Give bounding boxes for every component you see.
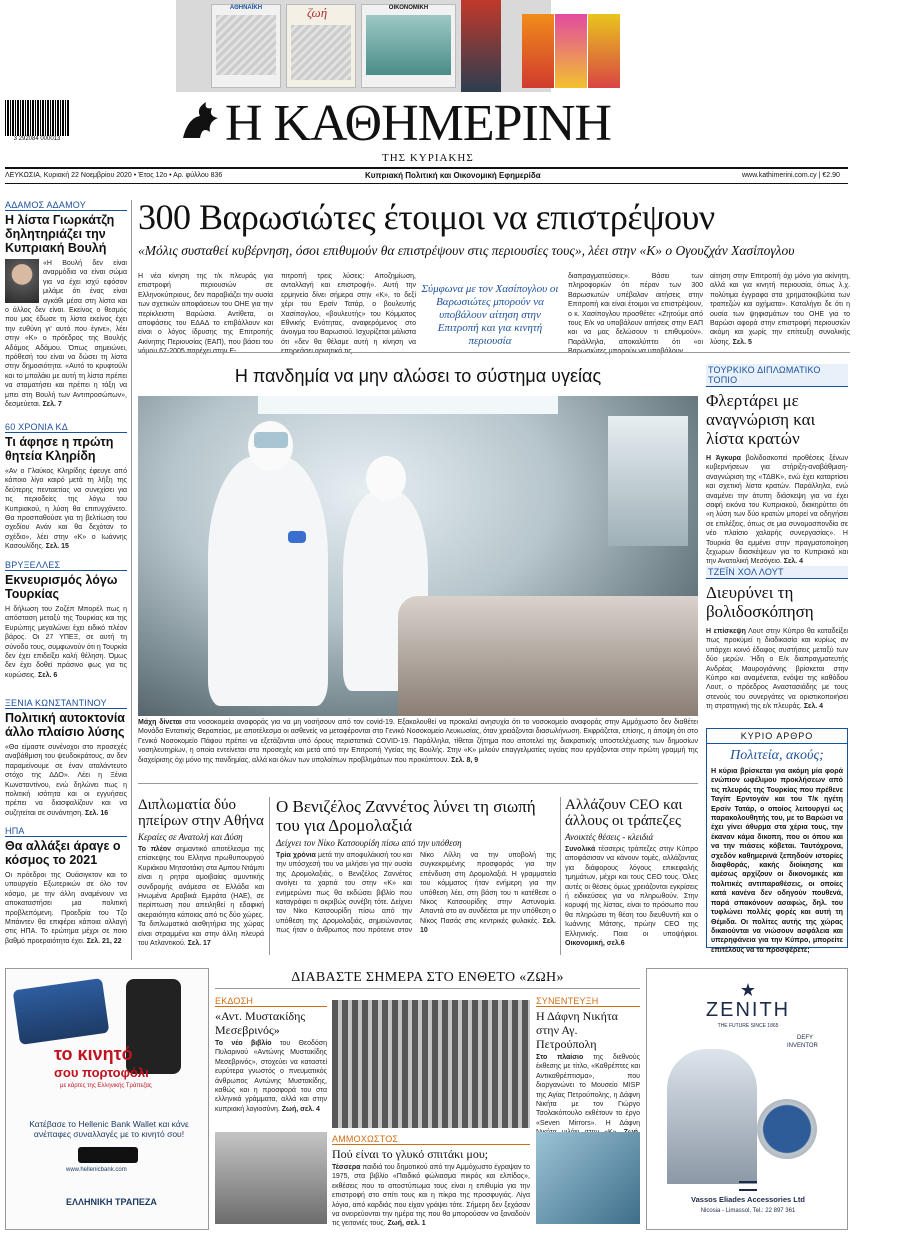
editorial-title: Πολιτεία, ακούς; [730, 748, 824, 763]
lead-col-3: διαπραγματεύσεις». Βάσει των πληροφοριών ότι πέραν των 300 Βαρωσιωτών υπέβαλαν αιτήσεις στην Επιτροπή και είναι έτοιμοι να επιστρέψουν, ο κ. Χασίπογλου προσθέτει: «Ζητούμε από τους Ε/κ να υποβάλουν αιτήσεις στην ΕΑΠ και να μας δελώσουν τι επιθυμούν». Παράλληλα, αποκαλύπτει ότι «οι [568, 273, 703, 346]
promo-thumb [291, 25, 351, 80]
zoi-banner[interactable]: ΔΙΑΒΑΣΤΕ ΣΗΜΕΡΑ ΣΤΟ ΕΝΘΕΤΟ «ΖΩΗ» [215, 970, 640, 989]
right-story-1[interactable]: ΤΟΥΡΚΙΚΟ ΔΙΠΛΩΜΑΤΙΚΟ ΤΟΠΙΟ Φλερτάρει με αναγνώριση και λίστα κρατών Η Άγκυρα βολιδοσκοπεί προθέσεις ξένων κυβερνήσεων για στήριξη-αναβάθμιση-αναγνώριση της «ΤΔΒΚ», ενώ έχει καταρτίσει και σχετική λίστα κρατών. Παράλληλα, ενώ αναμένει την άτυπη διάσκεψη για να έχει σαφή εικόνα του Κυπριακού, διακηρύττει ότι «η λύση των δύο κρατών μπορεί να οδηγήσει σε επιλέξεις, όπως σε μια συνομοσπονδία σε νέο πλαίσιο χαλαρής συνεργασίας». Η Τουρκία θα εμμένει στην πραγματοποίηση ξεχωρων διασκέψεων για το Κυπριακό και την Ανατολική Μεσόγειο. Σελ. 4 [706, 365, 848, 566]
google-play-badge[interactable] [78, 1147, 138, 1163]
comic-cover [588, 14, 620, 88]
promo-zoi[interactable]: ζωή [286, 4, 356, 88]
adamou-portrait [5, 259, 39, 303]
comic-cover [555, 14, 587, 88]
left-story-4[interactable]: ΞΕΝΙΑ ΚΩΝΣΤΑΝΤΙΝΟΥ Πολιτική αυτοκτονία άλλο πλαίσιο λύσης «Θα είμαστε συνένοχοι στο προσεχές αναβάθμιση του ψευδοκράτους, αν δεν παραμείνουμε σε έναν αταλάντευτο στόχο της ΔΔΟ». Λέει η Ξένια Κωνσταντίνου, ενώ δηλώνει πως η πολιτική ισότητα και οι εγγυήσεις πρέπει να διασφαλίζουν και να συζητείται σε συνάντηση. Σελ. 16 [5, 698, 127, 817]
patient-bed [398, 596, 698, 716]
phone-icon [126, 979, 181, 1074]
bank-body: Κατέβασε το Hellenic Bank Wallet και κάνε ανέπαφες συναλλαγές με το κινητό σου! [29, 1119, 189, 1139]
price: €2.90 [822, 172, 840, 179]
zenith-model2: INVENTOR [787, 1043, 818, 1049]
lead-headline[interactable]: 300 Βαρωσιώτες έτοιμοι να επιστρέψουν [138, 197, 715, 237]
left-story-3[interactable]: ΒΡΥΞΕΛΛΕΣ Εκνευρισμός λόγω Τουρκίας Η δήλωση του Ζοζέπ Μπορέλ πως η απόσταση μεταξύ της Τουρκίας και της Ευρώπης μεγαλώνει έχει ειδικό πλέον βάρος. Οι 27 ΥΠΕΞ, σε αυτή τη σύνοδο τους, συμφωνούν ότι η Τουρκία δεν έχει επιδείξει καλή θέληση. Όμως δεν έχει δοθεί πράσινο φως για τις κυρώσεις. Σελ. 6 [5, 560, 127, 679]
barcode-bars [5, 100, 69, 136]
dealer-logo-icon [739, 1181, 757, 1191]
zenith-star-icon: ★ [739, 980, 757, 1000]
bank-brand: ΕΛΛΗΝΙΚΗ ΤΡΑΠΕΖΑ [66, 1197, 157, 1207]
mid-story-2[interactable]: Ο Βενιζέλος Ζαννέτος λύνει τη σιωπή του για Δρομολαξιά Δείχνει τον Νίκο Κατσουρίδη πίσω από την υπόθεση Τρία χρόνια μετά την αποφυλάκισή του και την υπόσχεσή του να μιλήσει για την ουσία της Δρομολαξιάς, ο Βενιζέλος Ζαννέτος ανοίγει τα χαρτιά του στην «Κ» και ενημερώνει πως θα εκδώσει βιβλίο που καταγράφει τι ακριβώς συνέβη τότε. Δείχνει τον Νίκο Κατσουρίδη πίσω από την υπόθεση της Δρομολαξιάς, σημειώνοντας πως ήταν ο άνθρωπος που πρότεινε στον Νίκο Λίλλη να την υποβολή της συγκεκριμένης προσφοράς για την επένδυση στη Δρομολαξιά. Η γραμματεία του κόμματος ήταν ενήμερη για την υπόθεση λέει, στη βάση του τι κατέθεσε ο Νίκος Κατσουρίδης στην Αστυνομία. Απαντά στο αν συνδέεται με την υπόθεση ο Νίκος Πασάς στις κεντρικές φυλακές. Σελ. 10 [276, 797, 556, 935]
barcode: 3 292084 000013 [5, 100, 69, 148]
promo-comics[interactable] [522, 4, 622, 88]
lead-bottom-rule [138, 352, 850, 353]
dateline: ΛΕΥΚΩΣΙΑ, Κυριακή 22 Νοεμβρίου 2020 • Έτος 12ο • Αρ. φύλλου 836 [5, 172, 223, 179]
griffin-logo [178, 98, 223, 146]
promo-athinaiki[interactable]: ΑΘΗΝΑΪΚΗ [211, 4, 281, 88]
bank-title: το κινητό [54, 1044, 133, 1064]
photo-caption: Μάχη δίνεται στα νοσοκομεία αναφοράς για να μη νοσήσουν από τον covid-19. Εξακολουθεί να προκαλεί ανησυχία ότι το νοσοκομείο αναφοράς στην Αμμόχωστο δεν διαθέτει Μονάδα Εντατικής Θεραπείας, με αποτέλεσμα οι ασθενείς να μεταφέρονται στο Γενικό Νοσοκομείο Λευκωσίας, όταν χρειάζονται διασωλήνωση. Εκφράζεται, επίσης, η άποψη ότι στο Γενικό Νοσοκομείο Πάφου πρέπει να εξετάζονται υπό όρους περιστατικά COVID-19. Παράλληλα, τίθεται ζήτημα που αποτελεί της διακρατικής υποστελέχωσης των δημοσίων νοσηλευτηρίων, η οποία εντείνεται στο προσεχές και μετά από την Επιτροπή Υγείας της Βουλής. Στην «Κ» μιλούν επαγγελματίες υγείας που εργάζονται στην πρώτη γραμμή της διαχείρισης όχι μόνο της πανδημίας, αλλά και όλων των υπολοίπων προβλημάτων που προκύπτουν. Σελ. 8, 9 [138, 719, 698, 764]
bank-url[interactable]: www.hellenicbank.com [66, 1167, 127, 1173]
zenith-ad[interactable] [646, 968, 848, 1230]
zenith-contact: Nicosia - Limassol, Tel.: 22 897 361 [700, 1208, 796, 1214]
mid-story-1[interactable]: Διπλωματία δύο ηπείρων στην Αθήνα Κεραίες σε Ανατολή και Δύση Το πλέον σημαντικό αποτέλεσμα της επίσκεψης του Ελληνα πρωθυπουργού Κυριάκου Μητσοτάκη στα Αμπου Ντάμπι είναι η ρητρα αμοιβαίας αμυντικής συνδρομής ανάμεσα σε Ελλάδα και Ηνωμένα Αραβικά Εμιράτα (ΗΑΕ), σε περίπτωση που απειληθεί η εδαφική ακεραιότητα κάποιας από τις δύο χώρες. Τα διπλωματικά αισθητήρια της χώρας είναι στραμμένα και στην άλλη πλευρά του Ατλαντικού. Σελ. 17 [138, 797, 264, 948]
zenith-model: DEFY [797, 1035, 814, 1041]
promo-thumb [366, 15, 451, 75]
health-worker-2-hood [366, 456, 406, 501]
editorial-box[interactable] [706, 728, 848, 954]
masthead-rule [5, 167, 848, 169]
zoi-item-1[interactable]: ΕΚΔΟΣΗ «Αντ. Μυστακίδης Μεσεβρινός» Το νέο βιβλίο του Θεοδόση Πυλαρινού «Αντώνης Μυστακίδης Μεσεβρινός», στοχεύει να καταστεί ευρύτερα γνωστός ο πνευματικός άνθρωπος Αντώνης Μυστακίδης, καθώς και η προσφορά του στα ελληνικά γράμματα, αλλά και στην κυπριακή λογιοσύνη. Ζωή, σελ. 4 [215, 996, 327, 1113]
mid-divider-2 [560, 797, 561, 955]
photo-story-rule [138, 783, 698, 784]
zoi-portrait-photo [215, 1132, 327, 1224]
zoi-item-3[interactable]: ΣΥΝΕΝΤΕΥΞΗ Η Δάφνη Νικήτα στην Αγ. Πετρούπολη Στο πλαίσιο της διεθνούς έκθεσης με τίτλο, «Καθρέπτες και Αντικαθρέπτισμα», που διοργανώνει το Μουσείο MISP της Αγίας Πετρούπολης, η Δάφνη Νικήτα με τον Γιώργο Τσολακόπουλο εκθέτουν το έργο «Seven Mirrors». Η Δάφνη [536, 996, 640, 1127]
right-story-2[interactable]: ΤΖΕΪΝ ΧΟΛ ΛΟΥΤ Διευρύνει τη βολιδοσκόπηση Η επίσκεψη Λουτ στην Κύπρο θα καταδείξει πως προκύμεί η διαδικασία και κυρίως αν υπάρχει κοινό έδαφος συστήσεις μεταξύ των δύο μερών. Ήδη ο Ε/κ διαπραγματευτής Ανδρέας Μαυρογιάννης βρίσκεται στην Κύπρο και αναμένεται, ενόψει της καθόδου Λουτ, ο πρόεδρος Αναστασιάδης με τους στενούς του συνεργάτες να οριστικοποιήσει τη στρατηγική της ε/κ πλευράς. Σελ. 4 [706, 567, 848, 711]
lead-col-4: αίτηση στην Επιτροπή όχι μόνο για ακίνητη, αλλά και για κινητή περιουσία, όπως λ.χ. πολύτιμα έγγραφα στα χρηματοκιβώτια των τραπεζών και οχήματα». Καταλήγει δε ότι η ουσία των ψηφισμάτων του ΟΗΕ για το Βαρώσι αφορά στην επιστροφή περιουσιών ακόμη και χωρίς την επίτευξη συνολικής λύσης. Σελ. 5 [710, 273, 850, 346]
zenith-dealer: Vassos Eliades Accessories Ltd [691, 1195, 805, 1204]
editorial-kicker: ΚΥΡΙΟ ΑΡΘΡΟ [707, 729, 847, 744]
health-worker-1-visor [254, 432, 288, 448]
promo-thumb [216, 15, 276, 75]
rocket-image [667, 1049, 757, 1184]
website: www.kathimerini.com.cy | €2.90 [742, 172, 840, 179]
left-column [5, 200, 127, 956]
blue-glove [288, 531, 306, 543]
icu-monitor [608, 416, 688, 546]
zenith-brand: ZENITH [705, 999, 791, 1021]
zenith-tag: THE FUTURE SINCE 1865 [717, 1023, 779, 1029]
lead-deck: «Μόλις συσταθεί κυβέρνηση, όσοι επιθυμούν θα επιστρέψουν στις περιουσίες τους», λέει στην «Κ» ο Ογουζχάν Χασίπογλου [138, 243, 795, 258]
website-url[interactable]: www.kathimerini.com.cy [742, 172, 817, 179]
promo-strip [176, 0, 551, 92]
wallet-cards-icon [13, 978, 110, 1045]
bank-sub: με κάρτες της Ελληνικής Τράπεζας [60, 1083, 152, 1089]
editorial-body: Η κύρια βρίσκεται για ακόμη μία φορά ενώπιον ωφέλιμου προκλήσεων από τις πλευράς της Τουρκίας που πρέθενε Ταγίπ Ερντογάν και του Τ/κ ηγέτη Ερσίν Τατάρ, ο οποίος λειτουργεί ως παρακολουθητής του, με το Βαρώσι να έχει γίνει άθυρμα στα χέρια τους, την έκαναν κάμα δικοπη, που οι όπου και να την πιάσεις κόβεται. Ταυτόχρονα, σχεδόν καθημερινά ξεπηδούν ιστορίες διαφθοράς, κακής διοίκησης και αμέσως αρχίζουν οι δικονομικές και πολιτικές αντιπαραθέσεις, οι οποίες κατά κανένα δεν οδηγούν πουθενά, παρά σπακόνουν ασαφώς, δηλ. του τυφλώνει πολλές φορές και αυτή τη Θέμιδα. Οι πολίτες αυτής της χώρας δικαιούνται να νιώσουν ασφάλεια και υπερηφάνεια για την Κύπρο, μπορείτε επιτέλους να τα προσφέρετε; [711, 767, 843, 954]
masthead-title: Η ΚΑΘΗΜΕΡΙΝΗ [225, 95, 611, 152]
school-class-photo [332, 1000, 530, 1128]
left-story-2[interactable]: 60 ΧΡΟΝΙΑ ΚΔ Τι άφησε η πρώτη θητεία Κληρίδη «Αν ο Γλαύκος Κληρίδης έφευγε από κάποιο λίγο καιρό μετά τη λήξη της δεύτερης πενταετίας να συνεχίσει για τις περιοδείες της λόγω του Κυπριακού, η λύση θα επιτυγχάνετο. Θα προσπαθούσε για τη βελτίωση του σχεδίου Ανάν και θα δεχόταν το σχέδιο», λέει στην «Κ» ο Ιωάννης Κασουλίδης. Σελ. 15 [5, 422, 127, 551]
mid-story-3[interactable]: Αλλάζουν CEO και άλλους οι τράπεζες Ανοικτές θέσεις - κλειδιά Συνολικά τέσσερις τράπεζες στην Κύπρο αποφάσισαν να κάνουν τομές, αλλάζοντας για διάφορους λόγους επικεφαλής τμημάτων, μέχρι και τους CEO τους. Όλες αυτές οι θέσεις όμως χρειάζονται εγκρίσεις ή ειδικεύσεις για να πληρωθούν. Στην κορυφή της λίστας, είναι το πρόσωπο που θα πληρώσει τη θέση του διευθυντή και ο Ιωάννης Μάτσης, πρώην CEO της Ελληνικής. Ποια οι υποψήφιοι. Οικονομική, σελ.6 [565, 797, 698, 948]
tagline: Κυπριακή Πολιτική και Οικονομική Εφημερίδα [365, 171, 541, 180]
ceiling-light [258, 396, 558, 414]
zoi-item-2[interactable]: ΑΜΜΟΧΩΣΤΟΣ Πού είναι το γλυκό σπιτάκι μου; Τέσσερα παιδιά του δημοτικού από την Αμμόχωστο έγραψαν το 1975, στα βιβλίο «Παιδικό φώλιασμα πικρός και ελπίδος», εκθέσεις που το αποστύπωμα τους είναι η επιθυμία για την επιστροφή στο σπίτι τους και η πίκρα της προσφυγιάς. Λίγα λόγια, από καρδιάς που είχαν γράψει τότε. Σήμερη δεν ξεχάσαν να ονειρεύονται την ημέρα της που θα μπορούσαν να ξαναδούν τις γειτονιές τους. Ζωή, σελ. 1 [332, 1134, 530, 1228]
right-column [706, 364, 848, 726]
health-worker-1 [208, 456, 328, 706]
masthead-rule-bottom [5, 183, 848, 184]
bank-title2: σου πορτοφόλι [54, 1065, 149, 1080]
promo-oikonomiki[interactable]: ΟΙΚΟΝΟΜΙΚΗ [361, 4, 456, 88]
lead-col-1: Η νέα κίνηση της τ/κ πλευράς για επιστροφή περιουσιών σε Ελληνοκύπριους, δεν παραβιάζει την ουσία των σχετικών αποφάσεων του ΟΗΕ για την περίκλειστη Βαρώσια. Αντίθετα, οι αποφάσεις του ΕΔΑΔ το επιβάλλουν και είναι ο λόγος ίδρυσης της Επιτροπής Ακίνητης Περιουσίας (ΕΑΠ), που βάσει του [138, 273, 273, 346]
zoi-art-photo [536, 1132, 640, 1224]
lead-col-2: πιτροπή τρεις λύσεις: Αποζημίωση, ανταλλαγή και επιστροφή». Αυτή την ερμηνεία δίνει σήμερα στην «Κ», το δεξί χέρι του Ερσίν Τατάρ, ο βουλευτής Χασίπογλου, «βουλευτής» του Κόμματος Εθνικής Ενότητας, αναφερόμενος στο άνοιγμα του Βαρωσιού. Ισχυρίζεται μάλιστα ότι «δεν θα θέλαμε αυτή η κίνηση να [281, 273, 416, 346]
watch-icon [757, 1099, 817, 1159]
comic-cover [522, 14, 554, 88]
promo-magazine-cover[interactable] [461, 0, 501, 92]
left-story-1[interactable]: ΑΔΑΜΟΣ ΑΔΑΜΟΥ Η λίστα Γιωρκάτζη δηλητηριάζει την Κυπριακή Βουλή «Η Βουλή δεν είναι αναρμόδια να είναι σώμα για να έχει ισχύ εφόσον μιλάμε ότι ένας είναι αγκάθι μέσα στη λίστα και ο άλλος δεν είναι. Εκείνος ο θεσμός που μας έδωσε τη λίστα εκείνος έχει την ευθύνη γι' αυτό που έγινε», λέει στην «Κ» ο πρόεδρος της Βουλής Αδάμος Αδάμου. Όπως σημειώνει, πρόθεσή του είναι να δώσει τη λίστα στην δημοσιότητα. «Αυτό το κρυφτούλι και το μπαλάκι με αυτή τη λίστα πρέπει να σταματήσει και πρέπει η τάξη να μπει στη Βουλή των Αντιπροσώπων», δεσμεύεται. Σελ. 7 [5, 200, 127, 409]
lead-pullquote: Σύμφωνα με τον Χασίπογλου οι Βαρωσιώτες μπορούν να υποβάλουν αίτηση στην Επιτροπή και για κινητή περιουσία [421, 283, 559, 347]
left-column-divider [131, 200, 132, 960]
mid-divider-1 [269, 797, 270, 955]
hospital-photo [138, 396, 698, 716]
masthead-subtitle: ΤΗΣ ΚΥΡΙΑΚΗΣ [382, 152, 474, 164]
left-story-5[interactable]: ΗΠΑ Θα αλλάξει άραγε ο κόσμος το 2021 Οι πρόεδροι της Ουάσιγκτον και το υπουργείο Εξωτερικών σε όλο τον κόσμο, με την άλλη αναμένουν να αποκαταστήσει μια πολιτική προβλεπόμενη. Προεδρία του Τζο Μπάιντεν θα επιφέρει κάποια αλλαγή στις ΗΠΑ. Το ερώτημα μέχρι σε ποιο βαθμό προεραιότητα έχει. Σελ. 21, 22 [5, 826, 127, 945]
hellenic-bank-ad[interactable] [5, 968, 209, 1230]
photo-story-headline[interactable]: Η πανδημία να μην αλώσει το σύστημα υγείας [234, 366, 602, 386]
